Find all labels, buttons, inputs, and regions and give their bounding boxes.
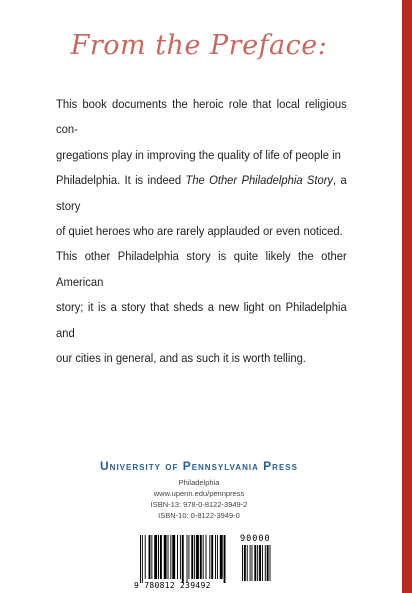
excerpt-line: of quiet heroes who are rarely applauded or even noticed.	[56, 224, 343, 239]
excerpt-line: gregations play in improving the quality of life of people in	[56, 147, 341, 162]
barcode-bar	[220, 535, 223, 579]
barcode-bar	[168, 535, 169, 579]
price-bar	[250, 545, 251, 581]
publisher-url: www.upenn.edu/pennpress	[153, 489, 245, 498]
barcode-bar	[180, 535, 181, 579]
excerpt-text: , a story	[56, 173, 347, 213]
barcode-bar	[191, 535, 193, 579]
barcode-bar	[215, 535, 216, 579]
price-bar	[247, 545, 248, 581]
excerpt-text: Philadelphia. It is indeed	[56, 173, 186, 188]
barcode-bar	[172, 535, 175, 579]
barcode-bar	[154, 535, 157, 579]
isbn-10: ISBN-10: 0-8122-3949-0	[158, 511, 240, 520]
price-code: 90000	[240, 534, 271, 544]
barcode-bar	[140, 535, 141, 583]
isbn-barcode	[134, 535, 276, 591]
barcode-bar	[160, 535, 162, 579]
excerpt-line: story; it is a story that sheds a new light on Philadelphia and	[56, 300, 347, 340]
preface-heading: From the Preface:	[70, 30, 328, 61]
barcode-bar	[158, 535, 159, 579]
barcode-bar	[177, 535, 178, 579]
isbn-13: ISBN-13: 978-0-8122-3949-2	[150, 500, 248, 509]
barcode-bar	[142, 535, 143, 583]
preface-excerpt	[56, 92, 347, 371]
excerpt-line: This book documents the heroic role that local religious con-	[56, 97, 347, 137]
barcode-bar	[206, 535, 207, 579]
price-bar	[265, 545, 266, 581]
publisher-name: University of Pennsylvania Press	[100, 459, 298, 473]
barcode-bar	[187, 535, 188, 583]
excerpt-line	[56, 168, 347, 219]
price-bar	[267, 545, 269, 581]
price-bar	[270, 545, 271, 581]
price-bar	[242, 545, 243, 581]
excerpt-line: our cities in general, and as such it is worth telling.	[56, 351, 306, 366]
barcode-bar	[211, 535, 213, 579]
barcode-bar	[182, 535, 184, 583]
barcode-bar	[200, 535, 202, 579]
publisher-city: Philadelphia	[178, 478, 220, 487]
barcode-digits: 9 780812 239492	[134, 581, 211, 590]
barcode-bar	[170, 535, 171, 579]
barcode-bar	[164, 535, 167, 579]
barcode-bar	[151, 535, 152, 579]
book-title-italic: The Other Philadelphia Story	[185, 173, 334, 188]
barcode-bar	[145, 535, 146, 579]
price-bar	[244, 545, 246, 581]
barcode-bar	[149, 535, 151, 579]
cover-spine-edge	[402, 0, 412, 593]
price-bar	[257, 545, 258, 581]
price-bar	[252, 545, 253, 581]
publisher-imprint	[0, 477, 398, 521]
barcode-bar	[188, 535, 189, 579]
barcode-bar	[224, 535, 226, 583]
barcode-bar	[196, 535, 199, 579]
price-bar	[254, 545, 256, 581]
barcode-bar	[217, 535, 218, 579]
barcode-bar	[194, 535, 195, 579]
barcode-bar	[203, 535, 204, 579]
price-bar	[262, 545, 263, 581]
barcode-bar	[209, 535, 210, 579]
excerpt-line: This other Philadelphia story is quite likely the other American	[56, 249, 347, 289]
price-bar	[259, 545, 261, 581]
